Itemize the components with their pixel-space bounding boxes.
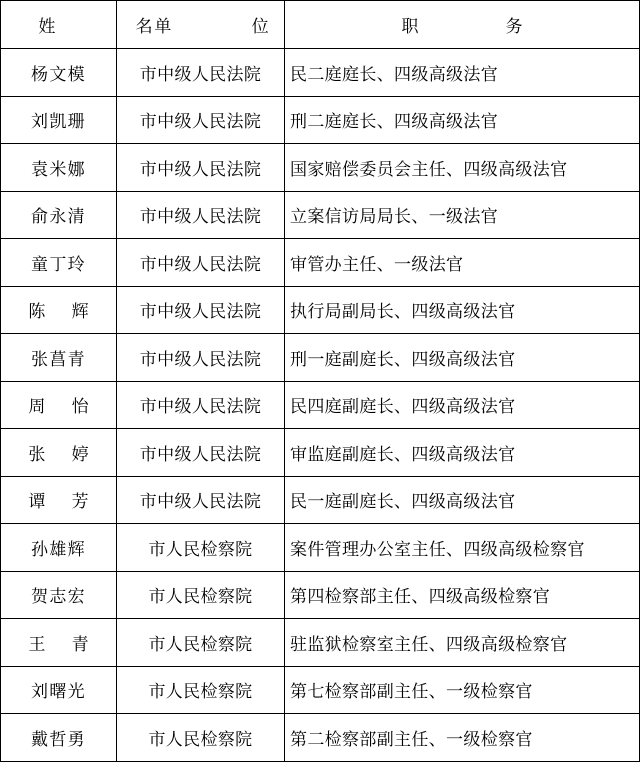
header-row: [1, 1, 640, 49]
work-unit: 市人民检察院: [117, 619, 285, 667]
work-unit: 市人民检察院: [117, 666, 285, 714]
work-unit: 市人民检察院: [117, 571, 285, 619]
table-row: [1, 239, 640, 287]
work-unit: 市中级人民法院: [117, 144, 285, 192]
person-name: 王青: [1, 619, 117, 667]
work-unit: 市中级人民法院: [117, 286, 285, 334]
table-row: [1, 666, 640, 714]
work-unit: 市中级人民法院: [117, 96, 285, 144]
header-unit: 单 位: [117, 1, 285, 49]
table-row: [1, 286, 640, 334]
work-unit: 市中级人民法院: [117, 429, 285, 477]
person-name: 张婷: [1, 429, 117, 477]
job-title: 驻监狱检察室主任、四级高级检察官: [285, 619, 640, 667]
person-name: 童丁玲: [1, 239, 117, 287]
person-name: 袁米娜: [1, 144, 117, 192]
job-title: 民一庭副庭长、四级高级法官: [285, 476, 640, 524]
job-title: 民四庭副庭长、四级高级法官: [285, 381, 640, 429]
job-title: 审监庭副庭长、四级高级法官: [285, 429, 640, 477]
table-row: [1, 524, 640, 572]
work-unit: 市人民检察院: [117, 524, 285, 572]
table-row: [1, 714, 640, 762]
table-row: [1, 571, 640, 619]
table-body: [1, 49, 640, 762]
table-row: [1, 191, 640, 239]
table-row: [1, 381, 640, 429]
table-row: [1, 429, 640, 477]
work-unit: 市中级人民法院: [117, 381, 285, 429]
job-title: 第二检察部副主任、一级检察官: [285, 714, 640, 762]
table-row: [1, 476, 640, 524]
job-title: 国家赔偿委员会主任、四级高级法官: [285, 144, 640, 192]
work-unit: 市中级人民法院: [117, 49, 285, 97]
work-unit: 市中级人民法院: [117, 239, 285, 287]
person-name: 刘曙光: [1, 666, 117, 714]
header-duty: 职 务: [285, 1, 640, 49]
table-row: [1, 144, 640, 192]
person-name: 戴哲勇: [1, 714, 117, 762]
work-unit: 市中级人民法院: [117, 191, 285, 239]
table-row: [1, 619, 640, 667]
table-row: [1, 96, 640, 144]
person-name: 刘凯珊: [1, 96, 117, 144]
job-title: 审管办主任、一级法官: [285, 239, 640, 287]
person-name: 陈辉: [1, 286, 117, 334]
job-title: 立案信访局局长、一级法官: [285, 191, 640, 239]
job-title: 第四检察部主任、四级高级检察官: [285, 571, 640, 619]
job-title: 刑二庭庭长、四级高级法官: [285, 96, 640, 144]
table-row: [1, 334, 640, 382]
person-name: 贺志宏: [1, 571, 117, 619]
person-name: 俞永清: [1, 191, 117, 239]
person-name: 杨文模: [1, 49, 117, 97]
person-name: 孙雄辉: [1, 524, 117, 572]
header-name: 姓 名: [1, 1, 117, 49]
work-unit: 市中级人民法院: [117, 334, 285, 382]
person-name: 张菖青: [1, 334, 117, 382]
person-name: 谭芳: [1, 476, 117, 524]
job-title: 案件管理办公室主任、四级高级检察官: [285, 524, 640, 572]
work-unit: 市中级人民法院: [117, 476, 285, 524]
work-unit: 市人民检察院: [117, 714, 285, 762]
table-row: [1, 49, 640, 97]
table-header: [1, 1, 640, 49]
job-title: 执行局副局长、四级高级法官: [285, 286, 640, 334]
job-title: 第七检察部副主任、一级检察官: [285, 666, 640, 714]
job-title: 民二庭庭长、四级高级法官: [285, 49, 640, 97]
person-name: 周怡: [1, 381, 117, 429]
job-title: 刑一庭副庭长、四级高级法官: [285, 334, 640, 382]
